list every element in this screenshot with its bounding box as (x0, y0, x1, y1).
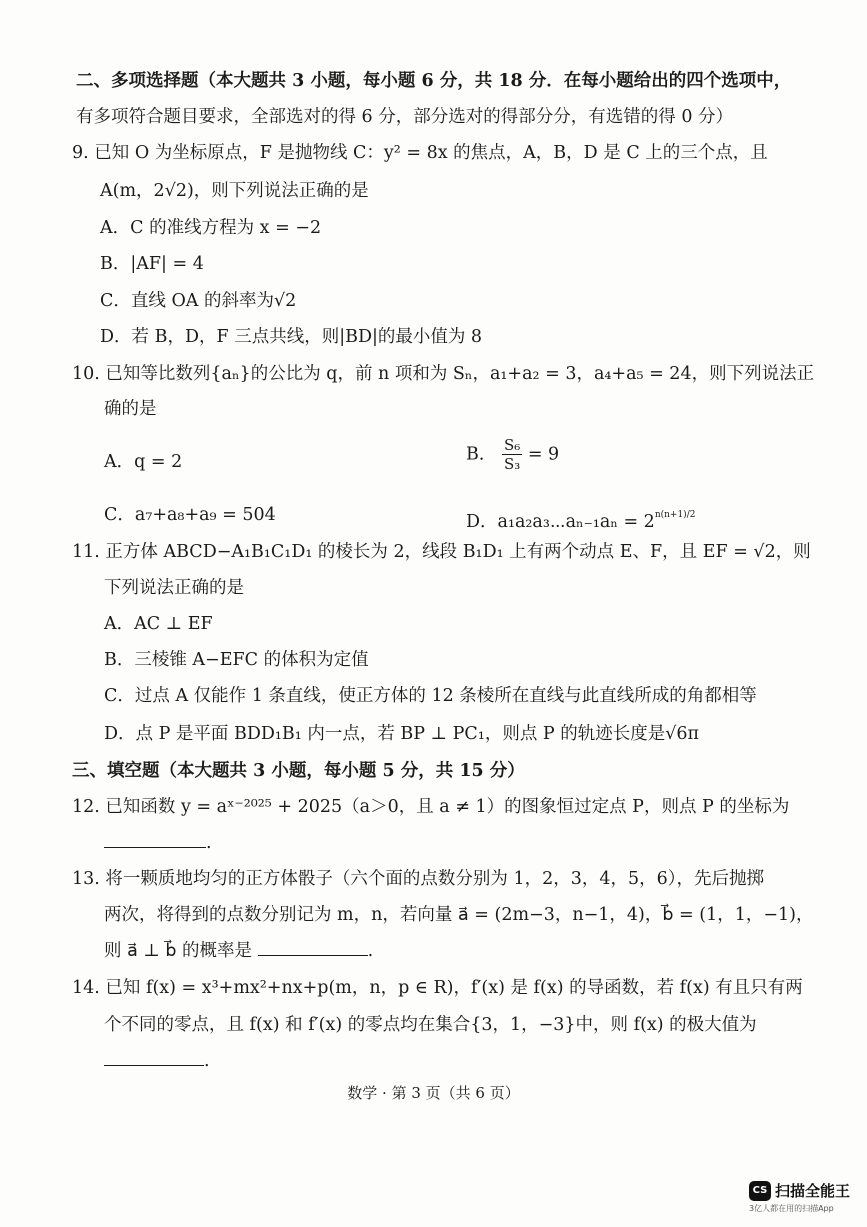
q10-option-b-label: B． (466, 444, 497, 465)
q9-option-d: D．若 B，D，F 三点共线，则|BD|的最小值为 8 (100, 327, 483, 347)
q11-number: 11. (72, 542, 100, 562)
q14-answer-line (104, 1050, 210, 1072)
scanner-watermark (749, 1179, 859, 1217)
q13-stem3 (104, 940, 373, 962)
q10-option-c: C．a₇+a₈+a₉ = 504 (104, 505, 276, 525)
section2-line2: 有多项符合题目要求，全部选对的得 6 分，部分选对的得部分分，有选错的得 0 分） (76, 107, 734, 127)
q9-number: 9. (72, 143, 89, 163)
q12-stem-line1 (72, 796, 789, 818)
page-footer: 数学 · 第 3 页（共 6 页） (347, 1084, 520, 1102)
q14-number: 14. (72, 978, 100, 998)
q9-option-c: C．直线 OA 的斜率为√2 (100, 291, 297, 311)
q10-option-b (466, 436, 559, 473)
q11-option-d: D．点 P 是平面 BDD₁B₁ 内一点，若 BP ⊥ PC₁，则点 P 的轨迹长度是√6π (104, 724, 700, 744)
q10-number: 10. (72, 364, 100, 384)
q13-stem3-text: 则 a⃗ ⊥ b⃗ 的概率是 (104, 941, 253, 961)
watermark-name: 扫描全能王 (775, 1182, 851, 1200)
q10-option-d-base: D．a₁a₂a₃⋯aₙ₋₁aₙ = 2 (466, 512, 655, 532)
q9-option-b: B．|AF| = 4 (100, 254, 204, 274)
q12-stem1: 已知函数 y = aˣ⁻²⁰²⁵ + 2025（a＞0，且 a ≠ 1）的图象恒过定点 P，则点 P 的坐标为 (105, 797, 790, 817)
q12-number: 12. (72, 797, 100, 817)
q14-answer-blank[interactable] (104, 1051, 204, 1066)
q14-end: . (204, 1051, 210, 1071)
q13-stem-line1 (72, 868, 764, 890)
q12-answer-line (104, 832, 212, 854)
q10-option-b-rest: = 9 (527, 444, 560, 465)
q12-answer-blank[interactable] (104, 833, 206, 848)
q10-option-d (466, 504, 695, 533)
q10-option-d-exponent: n(n+1)/2 (654, 510, 696, 520)
q13-stem1: 将一颗质地均匀的正方体骰子（六个面的点数分别为 1，2，3，4，5，6），先后抛掷 (105, 869, 765, 889)
q11-option-a: A．AC ⊥ EF (104, 614, 213, 634)
q10-option-b-fraction (502, 436, 522, 473)
q10-stem-line1 (72, 363, 814, 385)
q9-stem2: A(m，2√2)，则下列说法正确的是 (100, 181, 369, 201)
section3-title: 三、填空题（本大题共 3 小题，每小题 5 分，共 15 分） (72, 761, 525, 781)
q11-stem1: 正方体 ABCD−A₁B₁C₁D₁ 的棱长为 2，线段 B₁D₁ 上有两个动点 E、F，且 EF = √2，则 (105, 542, 811, 562)
q10-option-a: A．q = 2 (104, 452, 183, 472)
q11-stem2: 下列说法正确的是 (104, 578, 244, 598)
q11-option-b: B．三棱锥 A−EFC 的体积为定值 (104, 650, 369, 670)
q9-stem1: 已知 O 为坐标原点，F 是抛物线 C：y² = 8x 的焦点，A，B，D 是 C 上的三个点，且 (94, 143, 768, 163)
q14-stem2: 个不同的零点，且 f(x) 和 f′(x) 的零点均在集合{3，1，−3}中，则 f(x) 的极大值为 (104, 1015, 757, 1035)
q13-answer-blank[interactable] (258, 941, 368, 956)
q11-stem-line1 (72, 541, 811, 563)
q10-option-b-denominator: S₃ (503, 455, 521, 473)
q10-stem2: 确的是 (104, 399, 157, 419)
q13-stem2: 两次，将得到的点数分别记为 m，n，若向量 a⃗ = (2m−3，n−1，4)，b⃗ = (1，1，−1)， (104, 905, 814, 925)
q14-stem1: 已知 f(x) = x³+mx²+nx+p(m，n，p ∈ R)，f′(x) 是 f(x) 的导函数，若 f(x) 有且只有两 (105, 978, 803, 998)
watermark-sub: 3亿人都在用的扫描App (749, 1204, 834, 1213)
q12-end: . (206, 833, 212, 853)
q13-number: 13. (72, 869, 100, 889)
q14-stem-line1 (72, 977, 803, 999)
q9-option-a: A．C 的准线方程为 x = −2 (100, 218, 322, 238)
q11-option-c: C．过点 A 仅能作 1 条直线，使正方体的 12 条棱所在直线与此直线所成的角都相等 (104, 686, 757, 706)
q10-stem1: 已知等比数列{aₙ}的公比为 q，前 n 项和为 Sₙ，a₁+a₂ = 3，a₄+a₅ = 24，则下列说法正 (105, 364, 815, 384)
q9-stem-line1 (72, 142, 768, 164)
camscanner-logo-icon: CS (749, 1181, 771, 1201)
q10-option-b-numerator: S₆ (503, 436, 521, 454)
section2-line1: 二、多项选择题（本大题共 3 小题，每小题 6 分，共 18 分．在每小题给出的四个选项中， (76, 71, 792, 91)
q13-end: . (367, 941, 374, 961)
